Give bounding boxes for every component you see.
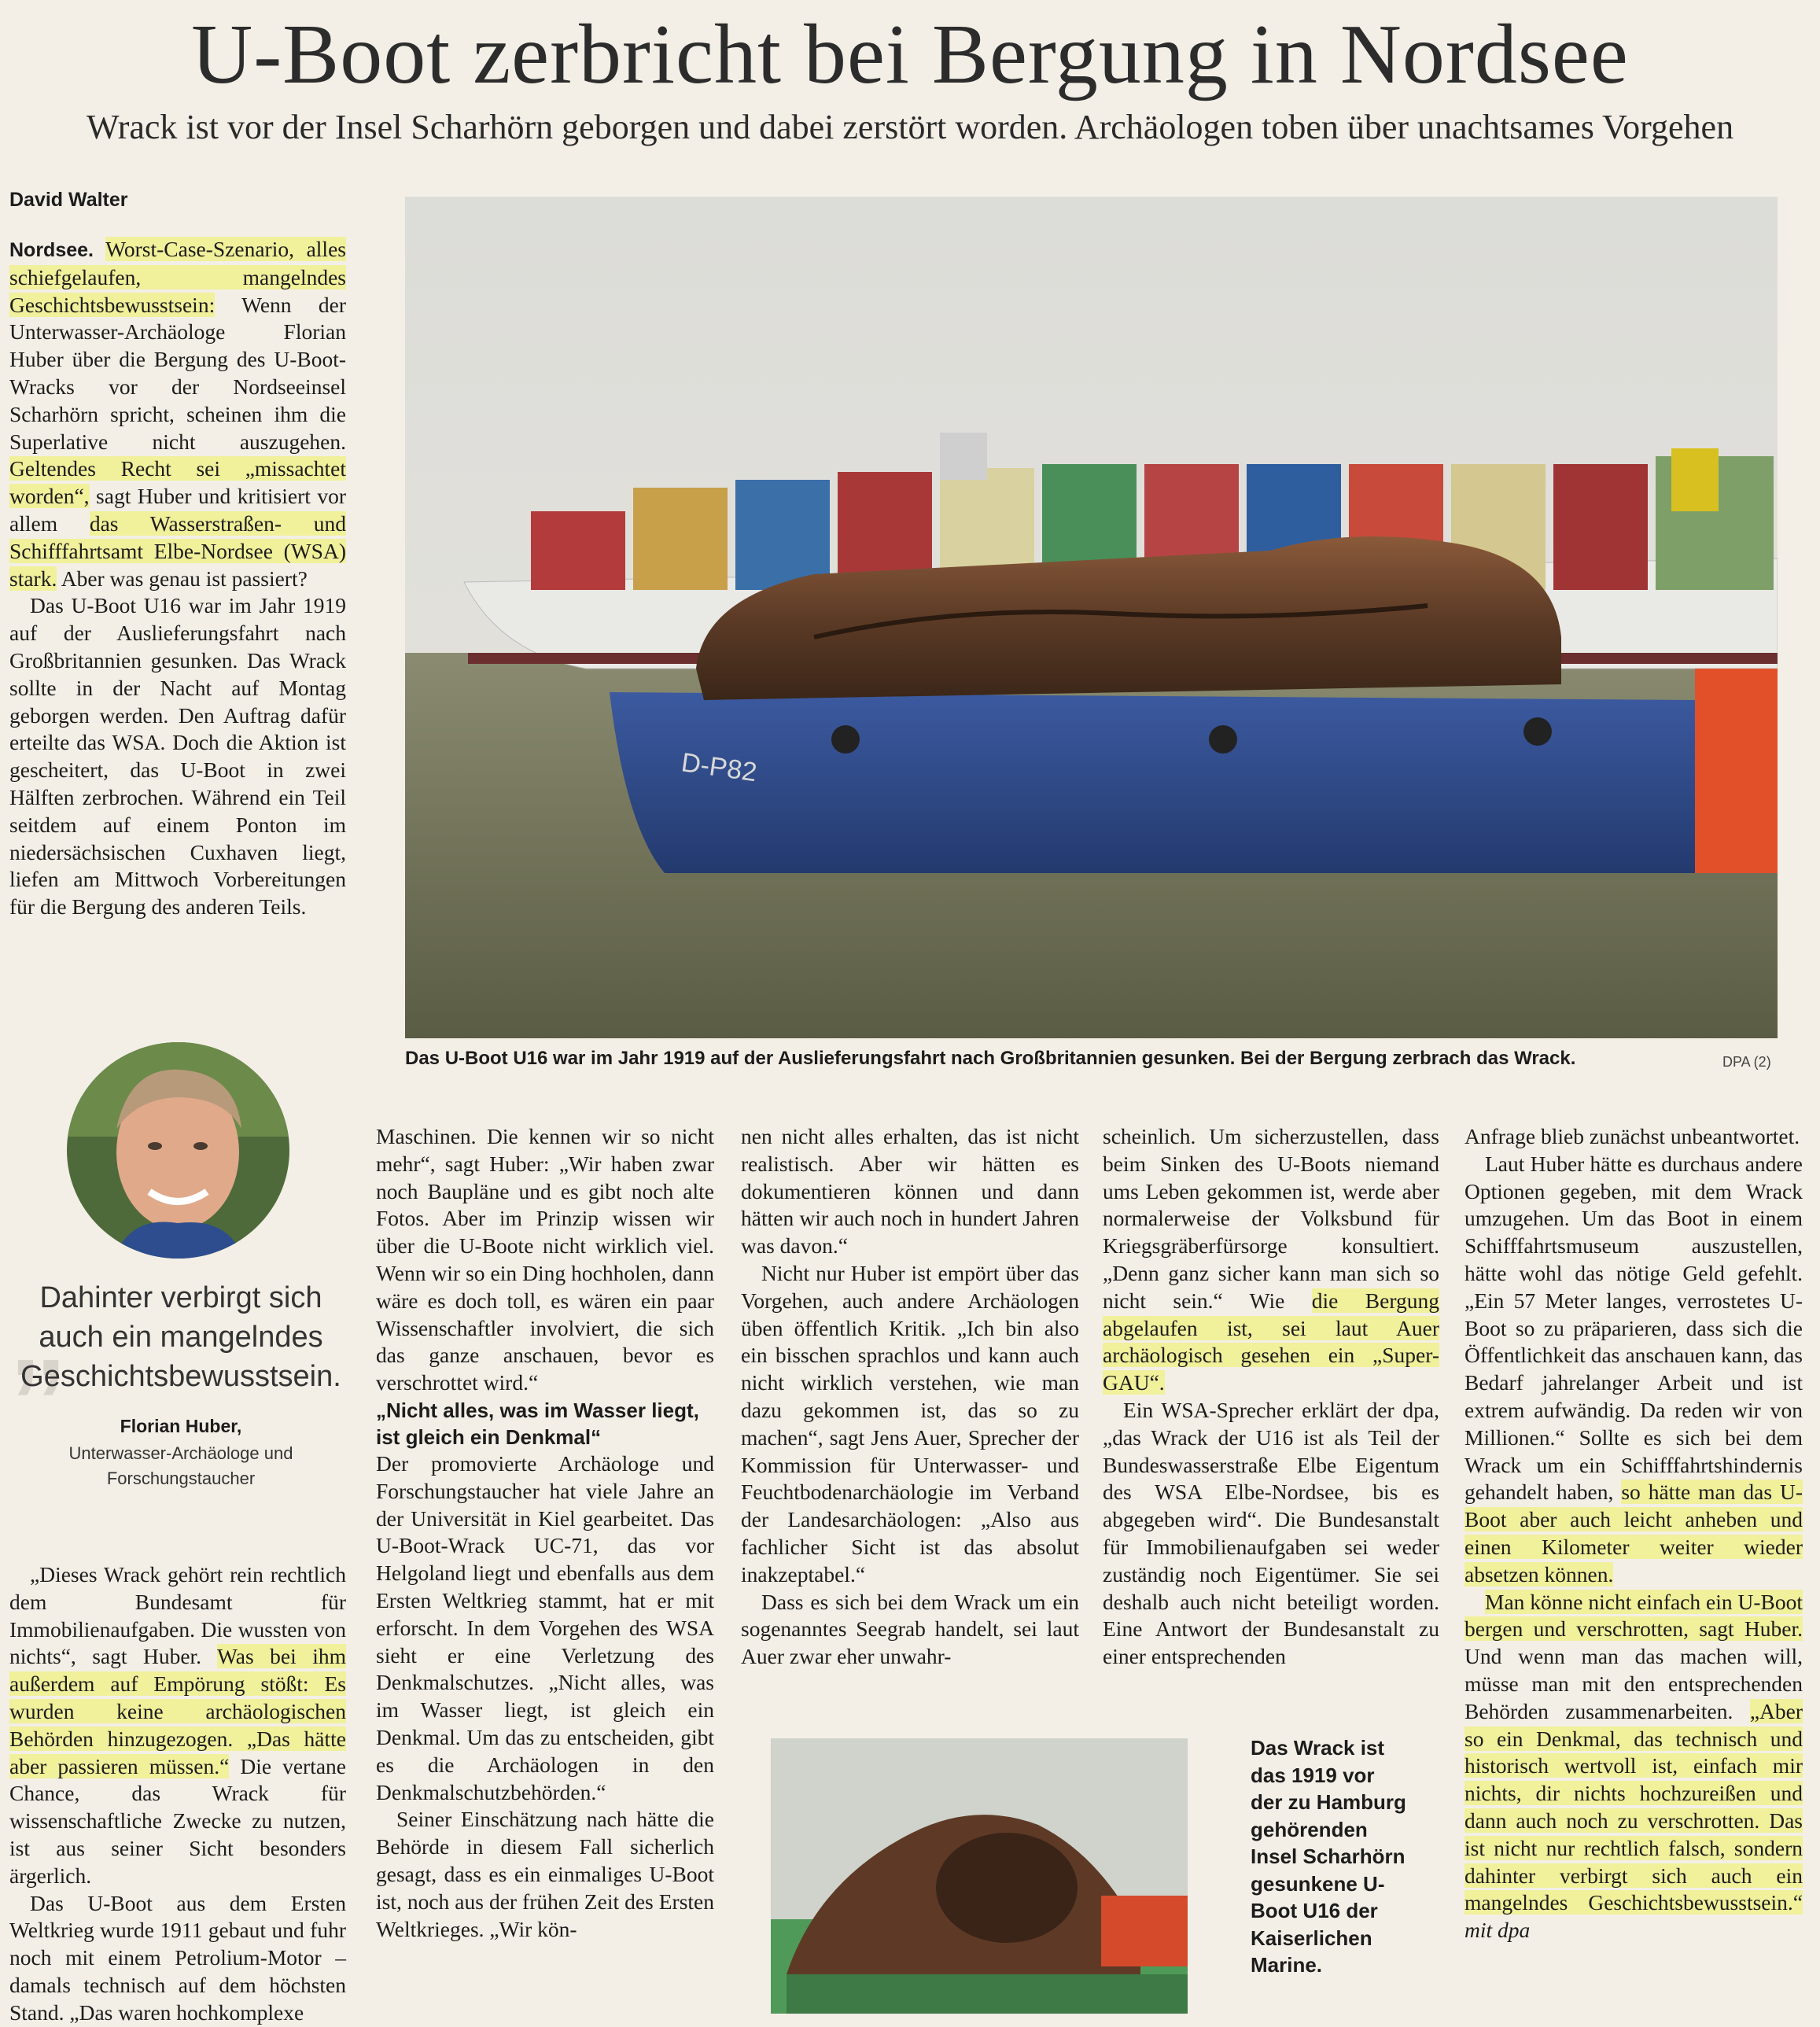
portrait-photo [67, 1042, 289, 1259]
col3-paragraph-1: nen nicht alles erhalten, das ist nicht realistisch. Aber wir hätten es dokumentieren können und dann hätten wir auch noch in hundert Jahren was davon.“ [741, 1124, 1079, 1259]
col2-paragraph-1: Maschinen. Die kennen wir so nicht mehr“, sagt Huber: „Wir haben zwar noch Baupläne und es gibt noch alte Fotos. Aber im Prinzip wissen wir über die U-Boote nicht wirklich viel. Wenn wir so ein Ding hochholen, dann wäre es doch toll, es wären ein paar Wissenschaftler involviert, die sich das ganze anschauen, bevor es verschrottet wird.“ [376, 1124, 714, 1395]
body-column-3 [741, 1123, 1079, 1671]
intro-highlight-2: Geltendes Recht sei „missachtet worden“, [9, 456, 346, 509]
col1-text-a: „Dieses Wrack gehört rein rechtlich dem Bundesamt für Immobilienaufgaben. Die wussten von nichts“, sagt Huber. [9, 1562, 346, 1669]
secondary-photo-wreck [771, 1738, 1188, 2014]
main-photo-caption: Das U-Boot U16 war im Jahr 1919 auf der Auslieferungsfahrt nach Großbritannien gesunken. Bei der Bergung zerbrach das Wrack. [405, 1048, 1576, 1069]
col3-paragraph-2: Nicht nur Huber ist empört über das Vorgehen, auch andere Archäologen üben öffentlich Kritik. „Ich bin also ein bisschen sprachlos und kann auch nicht wirklich verstehen, wie man dazu gekommen ist, das so zu machen“, sagt Jens Auer, Sprecher der Kommission für Unterwasser- und Feuchtbodenarchäologie im Verband der Landesarchäologen: „Also aus fachlicher Sicht ist das absolut inakzeptabel.“ [741, 1260, 1079, 1587]
orange-tug [1695, 669, 1778, 873]
col1-highlight: Was bei ihm außerdem auf Empörung stößt: Es wurden keine archäologischen Behörden hinzugezogen. „Das hätte aber passieren müssen.“ [9, 1644, 346, 1778]
col5-highlight-1: so hätte man das U-Boot aber auch leicht anheben und einen Kilometer weiter wieder absetzen können. [1464, 1480, 1803, 1587]
intro-text-2: sagt Huber und kritisiert vor allem [9, 484, 346, 536]
col2-subheading: „Nicht alles, was im Wasser liegt, ist gleich ein Denkmal“ [376, 1398, 699, 1449]
intro-text-1: Wenn der Unterwasser-Archäologe Florian Huber über die Bergung des U-Boot-Wracks vor der Nordseeinsel Scharhörn spricht, scheinen ihm die Superlative nicht auszugehen. [9, 292, 346, 454]
intro-paragraph-2: Das U-Boot U16 war im Jahr 1919 auf der Auslieferungsfahrt nach Großbritannien gesunken. Das Wrack sollte in der Nacht auf Montag geborgen werden. Den Auftrag dafür erteilte das WSA. Doch die Aktion ist gescheitert, das U-Boot in zwei Hälften zerbrochen. Während ein Teil seitdem auf einem Ponton im niedersächsischen Cuxhaven liegt, liefen am Mittwoch Vorbereitungen für die Bergung des anderen Teils. [9, 593, 346, 920]
svg-text:D-P82: D-P82 [679, 747, 759, 788]
col5-end-credit: mit dpa [1464, 1918, 1531, 1943]
col4-paragraph-2: Ein WSA-Sprecher erklärt der dpa, „das Wrack der U16 ist als Teil der Bundeswasserstraße Elbe Eigentum des WSA Elbe-Nordsee, bis es abgegeben wird“. Die Bundesanstalt für Immobilienaufgaben sei weder zuständig noch Eigentümer. Sie sei deshalb auch nicht beteiligt worden. Eine Antwort der Bundesanstalt zu einer entsprechenden [1103, 1397, 1439, 1669]
author-portrait [67, 1042, 289, 1259]
subheadline: Wrack ist vor der Insel Scharhörn geborgen und dabei zerstört worden. Archäologen toben über unachtsames Vorgehen [86, 108, 1734, 146]
pull-quote-name: Florian Huber, [120, 1416, 242, 1436]
col5-highlight-3: „Aber so ein Denkmal, das technisch und historisch wertvoll ist, einfach mir nichts, dir nichts hochzureißen und dann auch noch zu verschrotten. Das ist nicht nur rechtlich falsch, sondern dahinter verbirgt sich auch ein mangelndes Geschichtsbewusstsein.“ [1464, 1698, 1803, 1915]
wreck-on-barge-image [405, 197, 1778, 1038]
pull-quote-role: Unterwasser-Archäologe und Forschungstaucher [68, 1443, 293, 1488]
body-column-5 [1464, 1123, 1803, 1944]
col4-text-a: scheinlich. Um sicherzustellen, dass beim Sinken des U-Boots niemand ums Leben gekommen ist, werde aber normalerweise der Volksbund für Kriegsgräberfürsorge konsultiert. „Denn ganz sicher kann man sich so nicht sein.“ Wie [1103, 1124, 1439, 1313]
photo-credit: DPA (2) [1722, 1054, 1771, 1070]
secondary-photo-caption: Das Wrack ist das 1919 vor der zu Hamburg gehörenden Insel Scharhörn gesunkene U-Boot U16 der Kaiserlichen Marine. [1251, 1736, 1406, 1977]
intro-column [9, 236, 346, 921]
pull-quote: Dahinter verbirgt sich auch ein mangelndes Geschichtsbewusstsein. [20, 1281, 341, 1393]
quote-mark-decoration: „ [12, 1233, 64, 1409]
col1-text-b: Die vertane Chance, das Wrack für wissenschaftliche Zwecke zu nutzen, ist aus seiner Sicht besonders ärgerlich. [9, 1753, 347, 1888]
main-photo-wreck [405, 197, 1778, 1038]
col2-paragraph-3: Seiner Einschätzung nach hätte die Behörde in diesem Fall sicherlich gesagt, dass es ein einmaliges U-Boot ist, noch aus der frühen Zeit des Ersten Weltkrieges. „Wir kön- [376, 1807, 714, 1941]
col5-highlight-2: Man könne nicht einfach ein U-Boot bergen und verschrotten, sagt Huber. [1464, 1589, 1803, 1642]
col1-paragraph-2: Das U-Boot aus dem Ersten Weltkrieg wurde 1911 gebaut und fuhr noch mit einem Petrolium-Motor – damals technisch auf dem höchsten Stand. „Das waren hochkomplexe [9, 1890, 346, 2025]
dateline: Nordsee. [9, 239, 94, 261]
col5-paragraph-1: Anfrage blieb zunächst unbeantwortet. [1464, 1124, 1800, 1148]
body-column-4 [1103, 1123, 1439, 1671]
author: David Walter [9, 189, 128, 211]
col2-paragraph-2: Der promovierte Archäologe und Forschungstaucher hat viele Jahre an der Universität in Kiel gearbeitet. Das U-Boot-Wrack UC-71, das vor Helgoland liegt und ebenfalls aus dem Ersten Weltkrieg stammt, hat er mit erforscht. In dem Vorgehen des WSA sieht er eine Verletzung des Denkmalschutzes. „Nicht alles, was im Wasser liegt, ist gleich ein Denkmal. Um das zu entscheiden, gibt es die Archäologen in den Denkmalschutzbehörden.“ [376, 1450, 714, 1804]
intro-text-3: Aber was genau ist passiert? [61, 566, 308, 591]
col3-paragraph-3: Dass es sich bei dem Wrack um ein sogenanntes Seegrab handelt, sei laut Auer zwar eher unwahr- [741, 1589, 1079, 1669]
intro-highlight-3: das Wasserstraßen- und Schifffahrtsamt Elbe-Nordsee (WSA) stark. [9, 510, 346, 591]
col5-text-b: Und wenn man das machen will, müsse man mit den entsprechenden Behörden zusammenarbeiten. [1464, 1644, 1803, 1723]
headline: U-Boot zerbricht bei Bergung in Nordsee [191, 8, 1629, 101]
body-column-2 [376, 1123, 714, 1943]
body-column-1 [9, 1561, 346, 2027]
wreck-closeup-image [771, 1738, 1188, 2014]
col4-highlight: die Bergung abgelaufen ist, sei laut Auer archäologisch gesehen ein „Super-GAU“. [1103, 1288, 1439, 1395]
col5-text-a: Laut Huber hätte es durchaus andere Optionen gegeben, mit dem Wrack umzugehen. Um das Boot in einem Schifffahrtsmuseum auszustellen, hätte wohl das nötige Geld gefehlt. „Ein 57 Meter langes, verrostetes U-Boot so zu präparieren, dass sich die Öffentlichkeit das anschauen kann, das Bedarf jahrelanger Arbeit und ist extrem aufwändig. Da reden wir von Millionen.“ Sollte es sich bei dem Wrack um ein Schifffahrtshindernis gehandelt haben, [1464, 1151, 1803, 1505]
intro-highlight-1: Worst-Case-Szenario, alles schiefgelaufen, mangelndes Geschichtsbewusstsein: [9, 237, 346, 317]
